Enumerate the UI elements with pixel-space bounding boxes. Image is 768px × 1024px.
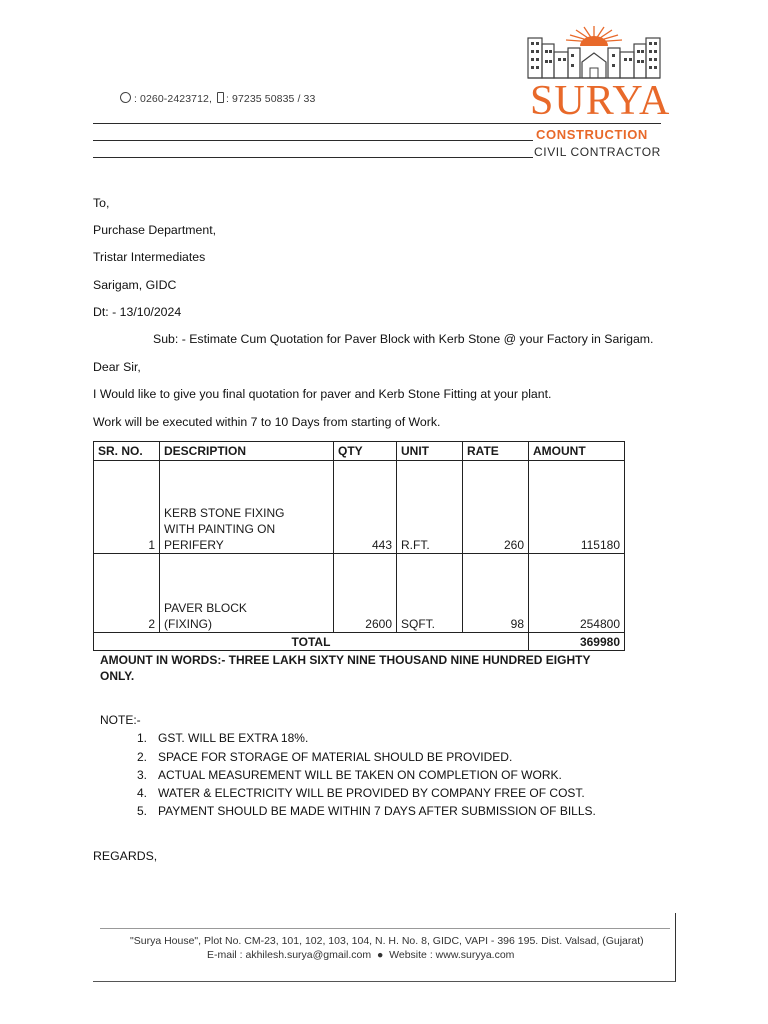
- closing-regards: REGARDS,: [93, 849, 158, 863]
- column-header: AMOUNT: [529, 442, 625, 461]
- note-item: 1. GST. WILL BE EXTRA 18%.: [136, 731, 309, 745]
- header-rule: [93, 157, 533, 158]
- bullet-separator: ●: [376, 949, 384, 961]
- header-rule: [93, 140, 533, 141]
- phone-icon: [120, 92, 131, 103]
- company-tagline: CONSTRUCTION: [536, 127, 648, 142]
- sr-no-cell: 2: [94, 554, 160, 633]
- website-text: Website : www.suryya.com: [389, 949, 515, 961]
- notes-heading: NOTE:-: [100, 713, 141, 727]
- unit-cell: R.FT.: [397, 461, 463, 554]
- quotation-table: [93, 441, 625, 651]
- addressee-to: To,: [93, 196, 110, 210]
- note-item: 2. SPACE FOR STORAGE OF MATERIAL SHOULD BE PROVIDED.: [136, 750, 513, 764]
- letter-subject: Sub: - Estimate Cum Quotation for Paver Block with Kerb Stone @ your Factory in Sarigam.: [153, 332, 654, 346]
- column-header: DESCRIPTION: [160, 442, 334, 461]
- description-cell: [160, 461, 334, 554]
- table-row: [94, 461, 625, 554]
- qty-cell: 2600: [334, 554, 397, 633]
- table-row: [94, 554, 625, 633]
- note-item: 3. ACTUAL MEASUREMENT WILL BE TAKEN ON COMPLETION OF WORK.: [136, 768, 562, 782]
- unit-cell: SQFT.: [397, 554, 463, 633]
- addressee-location: Sarigam, GIDC: [93, 278, 177, 292]
- total-label: TOTAL: [94, 633, 529, 651]
- description-line: PAVER BLOCK: [164, 601, 247, 615]
- sr-no-cell: 1: [94, 461, 160, 554]
- company-logo: [524, 22, 664, 84]
- description-cell: [160, 554, 334, 633]
- company-address: "Surya House", Plot No. CM-23, 101, 102, 103, 104, N. H. No. 8, GIDC, VAPI - 396 195. Dist. Valsad, (Gujarat): [130, 935, 644, 947]
- rate-cell: 260: [463, 461, 529, 554]
- amount-in-words: AMOUNT IN WORDS:- THREE LAKH SIXTY NINE THOUSAND NINE HUNDRED EIGHTY ONLY.: [100, 653, 591, 683]
- description-line: KERB STONE FIXING: [164, 506, 285, 520]
- footer-rule: [100, 928, 670, 929]
- note-item: 4. WATER & ELECTRICITY WILL BE PROVIDED BY COMPANY FREE OF COST.: [136, 786, 585, 800]
- description-line: (FIXING): [164, 617, 212, 631]
- landline-number: : 0260-2423712,: [134, 93, 212, 105]
- table-header-row: [94, 442, 625, 461]
- description-line: WITH PAINTING ON: [164, 522, 276, 536]
- column-header: SR. NO.: [94, 442, 160, 461]
- email-text: E-mail : akhilesh.surya@gmail.com: [207, 949, 372, 961]
- table-total-row: [94, 633, 625, 651]
- description-line: PERIFERY: [164, 538, 224, 552]
- mobile-icon: [217, 92, 224, 103]
- amount-cell: 254800: [529, 554, 625, 633]
- company-subtitle: CIVIL CONTRACTOR: [534, 145, 661, 159]
- addressee-department: Purchase Department,: [93, 223, 217, 237]
- addressee-company: Tristar Intermediates: [93, 250, 206, 264]
- footer-contact: [207, 949, 514, 961]
- mobile-number: : 97235 50835 / 33: [226, 93, 316, 105]
- body-paragraph: I Would like to give you final quotation for paver and Kerb Stone Fitting at your plant.: [93, 387, 552, 401]
- note-item: 5. PAYMENT SHOULD BE MADE WITHIN 7 DAYS AFTER SUBMISSION OF BILLS.: [136, 804, 596, 818]
- qty-cell: 443: [334, 461, 397, 554]
- column-header: UNIT: [397, 442, 463, 461]
- column-header: RATE: [463, 442, 529, 461]
- column-header: QTY: [334, 442, 397, 461]
- phone-numbers: [120, 92, 315, 105]
- total-amount: 369980: [529, 633, 625, 651]
- amount-cell: 115180: [529, 461, 625, 554]
- company-brand-name: SURYA: [530, 78, 671, 124]
- rate-cell: 98: [463, 554, 529, 633]
- footer-frame: [93, 913, 676, 982]
- salutation: Dear Sir,: [93, 360, 141, 374]
- body-paragraph: Work will be executed within 7 to 10 Days from starting of Work.: [93, 415, 441, 429]
- letter-date: Dt: - 13/10/2024: [93, 305, 182, 319]
